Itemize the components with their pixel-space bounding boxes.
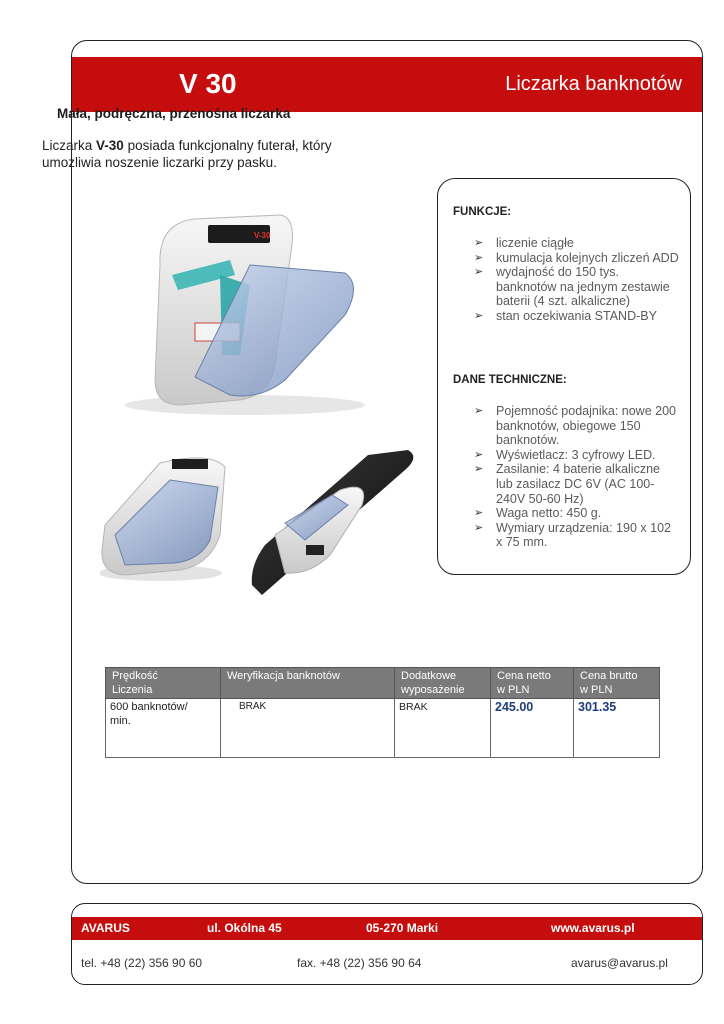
table-header-row	[106, 668, 660, 699]
product-photos	[100, 205, 430, 605]
counter-closed-image	[100, 458, 225, 581]
header-speed: Prędkość Liczenia	[106, 668, 221, 699]
phone-number: tel. +48 (22) 356 90 60	[81, 956, 203, 970]
website-link[interactable]: www.avarus.pl	[551, 921, 635, 935]
arrow-bullet-icon: ➢	[474, 237, 484, 249]
table-row	[106, 699, 660, 758]
arrow-bullet-icon: ➢	[474, 251, 484, 264]
arrow-bullet-icon: ➢	[474, 521, 484, 534]
arrow-bullet-icon: ➢	[474, 507, 484, 520]
model-title: V 30	[179, 68, 237, 99]
header-accessories: Dodatkowe wyposażenie	[395, 668, 491, 699]
functions-title: FUNKCJE:	[453, 206, 512, 218]
intro-prefix: Liczarka	[42, 138, 97, 153]
price-table	[105, 667, 660, 758]
verification-value: BRAK	[221, 699, 395, 758]
speed-value: 600 banknotów/ min.	[106, 699, 221, 758]
intro-text	[42, 137, 342, 171]
header-gross-price: Cena brutto w PLN	[574, 668, 660, 699]
technical-title: DANE TECHNICZNE:	[453, 374, 567, 386]
technical-list	[474, 404, 679, 550]
category-title: Liczarka banknotów	[505, 73, 682, 95]
arrow-bullet-icon: ➢	[474, 448, 484, 461]
list-item: ➢ Wyświetlacz: 3 cyfrowy LED.	[474, 447, 656, 462]
functions-list	[474, 236, 679, 324]
counter-open-image	[125, 215, 365, 415]
list-item: ➢ Pojemność podajnika: nowe 200 banknotów, obiegowe 150 banknotów.	[474, 404, 676, 448]
company-name: AVARUS	[81, 921, 130, 935]
footer	[71, 903, 703, 985]
tagline: Mała, podręczna, przenośna liczarka	[57, 106, 291, 121]
street-address: ul. Okólna 45	[207, 921, 282, 935]
footer-bar	[72, 917, 702, 940]
list-item: ➢ Zasilanie: 4 baterie alkaliczne lub zasilacz DC 6V (AC 100-240V 50-60 Hz)	[474, 462, 660, 506]
fax-number: fax. +48 (22) 356 90 64	[297, 956, 422, 970]
list-item: ➢ liczenie ciągłe	[474, 236, 574, 250]
list-item: ➢ wydajność do 150 tys. banknotów na jednym zestawie baterii (4 szt. alkaliczne)	[474, 265, 670, 309]
list-item: ➢ stan oczekiwania STAND-BY	[474, 308, 657, 323]
list-item: ➢ Wymiary urządzenia: 190 x 102 x 75 mm.	[474, 520, 671, 550]
gross-price-value: 301.35	[574, 699, 660, 758]
arrow-bullet-icon: ➢	[474, 405, 484, 417]
list-item: ➢ kumulacja kolejnych zliczeń ADD	[474, 250, 679, 265]
spec-box	[437, 178, 691, 575]
counter-in-case-image	[252, 450, 414, 595]
intro-model: V-30	[96, 138, 124, 153]
display-label: V-30	[254, 231, 271, 240]
email-link[interactable]: avarus@avarus.pl	[571, 956, 668, 970]
city-address: 05-270 Marki	[366, 921, 439, 935]
header-verification: Weryfikacja banknotów	[221, 668, 395, 699]
arrow-bullet-icon: ➢	[474, 309, 484, 322]
accessories-value: BRAK	[395, 699, 491, 758]
intro-suffix: posiada funkcjonalny futerał, który umożliwia noszenie liczarki przy pasku.	[42, 138, 332, 170]
header-banner	[72, 57, 702, 112]
list-item: ➢ Waga netto: 450 g.	[474, 506, 602, 521]
header-net-price: Cena netto w PLN	[491, 668, 574, 699]
arrow-bullet-icon: ➢	[474, 463, 484, 476]
net-price-value: 245.00	[491, 699, 574, 758]
arrow-bullet-icon: ➢	[474, 266, 484, 279]
